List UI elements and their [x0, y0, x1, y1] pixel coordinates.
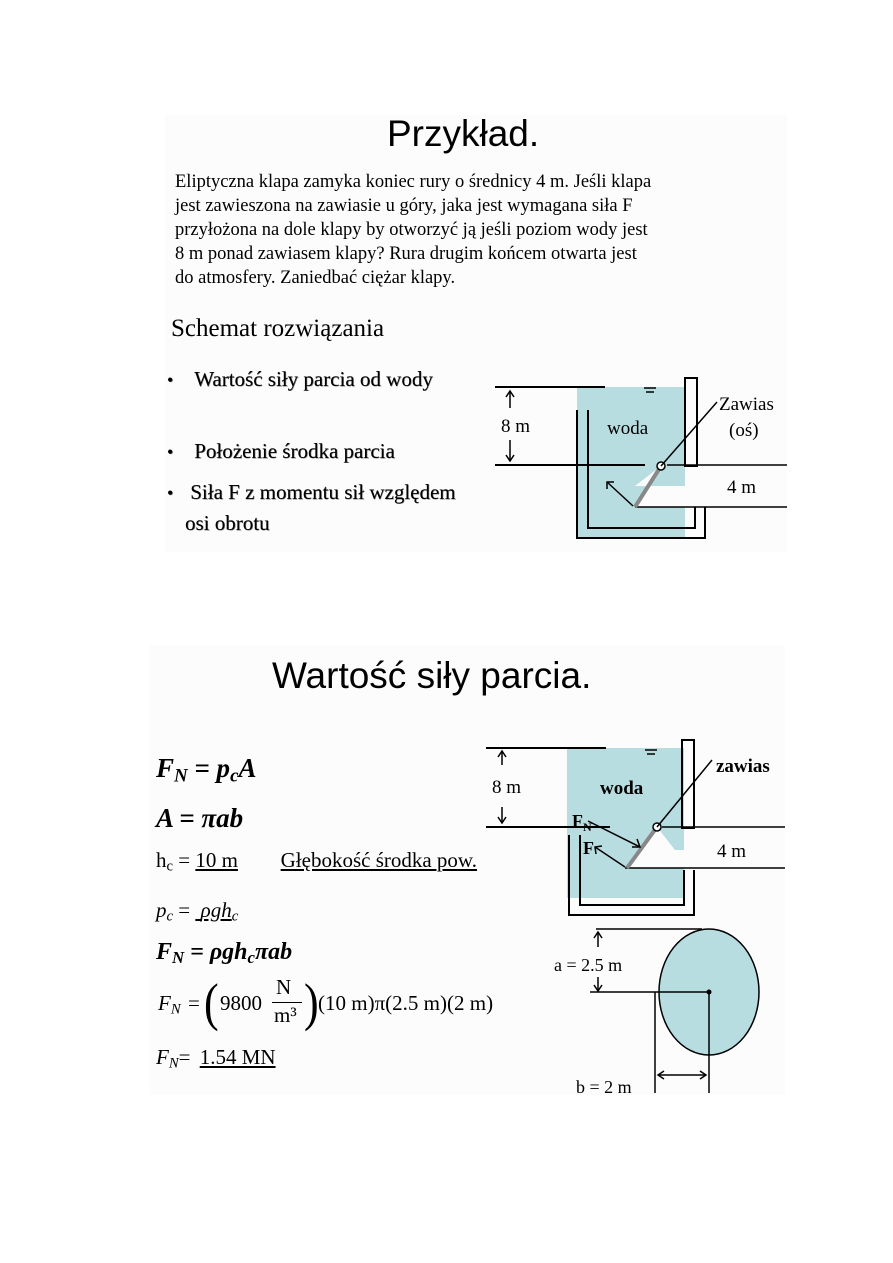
- equation-pressure-centroid: $p_c = \rho gh_c$: [156, 898, 239, 925]
- bullet-dot-icon: •: [167, 483, 174, 503]
- paragraph-line: Eliptyczna klapa zamyka koniec rury o średnicy 4 m. Jeśli klapa: [175, 172, 652, 192]
- slide-przyklad: [165, 115, 787, 552]
- b-label: b = 2 m: [576, 1077, 632, 1095]
- tank-gate-diagram: [495, 370, 787, 552]
- bullet-dot-icon: •: [167, 370, 174, 390]
- centroid-depth-description: Głębokość środka pow.: [280, 848, 477, 872]
- water-label: woda: [607, 418, 649, 439]
- a-label: a = 2.5 m: [554, 955, 623, 975]
- hinge-axis-label: (oś): [729, 420, 759, 441]
- depth-label: 8 m: [492, 777, 522, 798]
- result-value: 1.54 MN: [199, 1045, 276, 1069]
- paragraph-line: jest zawieszona na zawiasie u góry, jaka jest wymagana siła F: [175, 196, 633, 216]
- pipe-diameter-label: 4 m: [727, 477, 757, 498]
- f-label: F: [583, 838, 594, 858]
- hinge-label: Zawias: [719, 394, 774, 415]
- pipe-diameter-label: 4 m: [717, 841, 747, 862]
- equation-force-expanded: $F_N = \rho gh_c\pi ab$: [156, 939, 293, 968]
- pressure-centroid-value: ρgh$_c$: [200, 898, 239, 925]
- equation-area: A = πab: [156, 803, 244, 833]
- paragraph-line: 8 m ponad zawiasem klapy? Rura drugim końcem otwarta jest: [175, 244, 637, 264]
- hinge-label: zawias: [716, 756, 770, 777]
- paragraph-line: do atmosfery. Zaniedbać ciężar klapy.: [175, 268, 456, 288]
- fn-label: $F_N$: [572, 811, 592, 834]
- bullet-item: • Wartość siły parcia od wody: [167, 367, 433, 391]
- water-fill: [577, 387, 685, 539]
- slide-wartosc-sily-parcia: [150, 645, 785, 1095]
- slide2-title: Wartość siły parcia.: [272, 655, 592, 696]
- solution-subheading: Schemat rozwiązania: [171, 315, 385, 342]
- slide1-title: Przykład.: [387, 113, 540, 154]
- bullet-item-continuation: osi obrotu: [185, 511, 270, 535]
- paren-left-icon: (: [204, 973, 219, 1032]
- equation-force: $F_N = p_cA$: [156, 753, 257, 787]
- tank-right-wall: [685, 378, 697, 466]
- equation-force-numeric: $F_N$ = ( 9800 N m³ ) (10 m)π(2.5 m)(2 m): [158, 973, 494, 1032]
- problem-paragraph: [175, 170, 775, 290]
- tank-gate-ellipse-diagram: [480, 735, 785, 1095]
- paragraph-line: przyłożona na dole klapy by otworzyć ją jeśli poziom wody jest: [175, 220, 648, 240]
- paren-right-icon: ): [304, 973, 319, 1032]
- bullet-item: • Położenie środka parcia: [167, 439, 395, 463]
- result-force: $F_N= 1.54$ MN: [156, 1045, 304, 1073]
- bullet-dot-icon: •: [167, 442, 174, 462]
- bullet-item: • Siła F z momentu sił względem: [167, 480, 456, 504]
- water-label: woda: [600, 778, 644, 799]
- centroid-depth-value: 10 m: [195, 848, 238, 872]
- equation-centroid-depth: $h_c = 10$ m Głębokość środka pow.: [156, 848, 477, 875]
- depth-label: 8 m: [501, 416, 531, 437]
